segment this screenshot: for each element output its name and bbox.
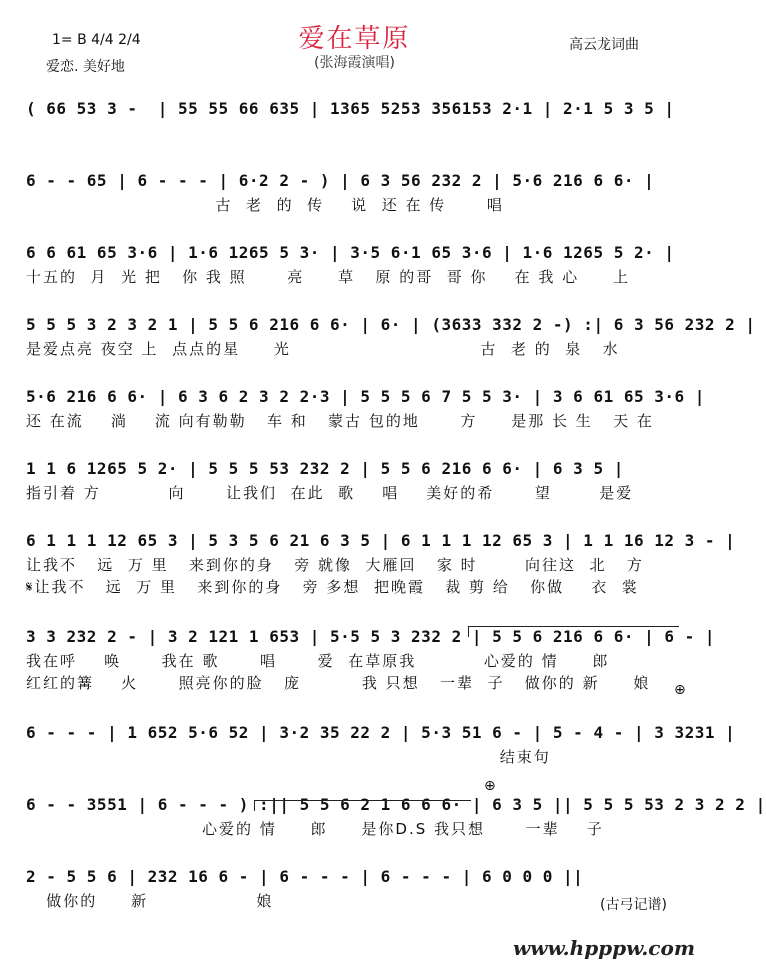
score-system-8 — [26, 624, 716, 720]
lyric-line-verse-2: 红红的篝 火 照亮你的脸 庞 我 只想 一辈 子 做你的 新 娘 — [26, 674, 651, 692]
author-credit: 高云龙词曲 — [569, 37, 639, 53]
score-system-5 — [26, 384, 705, 456]
coda-sign-icon: ⊕ — [484, 778, 496, 794]
notation-line: 5·6 216 6 6· | 6 3 6 2 3 2 2·3 | 5 5 5 6 7 5 5 3· | 3 6 61 65 3·6 | — [26, 387, 705, 406]
notation-line: 2 - 5 5 6 | 232 16 6 - | 6 - - - | 6 - - - | 6 0 0 0 || — [26, 867, 584, 886]
lyric-line: 十五的 月 光 把 你 我 照 亮 草 原 的哥 哥 你 在 我 心 上 — [26, 268, 630, 286]
transcriber-credit: (古弓记谱) — [600, 897, 667, 913]
notation-line: 6 - - 3551 | 6 - - - ) :|| 5 5 6 2 1 6 6 6· | 6 3 5 || 5 5 5 53 2 3 2 2 | — [26, 795, 766, 814]
lyric-line: 做你的 新 娘 — [26, 892, 274, 910]
lyric-line: 古 老 的 传 说 还 在 传 唱 — [26, 196, 504, 214]
volta-bracket — [254, 800, 471, 811]
score-system-1 — [26, 96, 686, 168]
score-system-11 — [26, 864, 686, 936]
lyric-line: 心爱的 情 郎 是你D.S 我只想 一辈 子 — [26, 820, 604, 838]
lyric-line: 指引着 方 向 让我们 在此 歌 唱 美好的希 望 是爱 — [26, 484, 634, 502]
lyric-line: 是爱点亮 夜空 上 点点的星 光 古 老 的 泉 水 — [26, 340, 620, 358]
volta-bracket — [468, 626, 679, 637]
expression-marking: 爱恋. 美好地 — [46, 59, 125, 75]
score-system-9 — [26, 720, 736, 792]
notation-line: 5 5 5 3 2 3 2 1 | 5 5 6 216 6 6· | 6· | (3633 332 2 -) :| 6 3 56 232 2 | — [26, 315, 756, 334]
score-system-4 — [26, 312, 756, 384]
page-title: 爱在草原 — [298, 24, 411, 54]
lyric-line: 还 在流 淌 流 向有勒勒 车 和 蒙古 包的地 方 是那 长 生 天 在 — [26, 412, 654, 430]
notation-line: 6 - - 65 | 6 - - - | 6·2 2 - ) | 6 3 56 232 2 | 5·6 216 6 6· | — [26, 171, 655, 190]
notation-line: ( 66 53 3 - | 55 55 66 635 | 1365 5253 356153 2·1 | 2·1 5 3 5 | — [26, 99, 675, 118]
notation-line: 3 3 232 2 - | 3 2 121 1 653 | 5·5 5 3 232 2 | 5 5 6 216 6 6· | 6 - | — [26, 627, 716, 646]
notation-line: 1 1 6 1265 5 2· | 5 5 5 53 232 2 | 5 5 6 216 6 6· | 6 3 5 | — [26, 459, 624, 478]
score-system-2 — [26, 168, 686, 240]
notation-line: 6 6 61 65 3·6 | 1·6 1265 5 3· | 3·5 6·1 65 3·6 | 1·6 1265 5 2· | — [26, 243, 675, 262]
lyric-line — [26, 122, 686, 144]
lyric-line: 我在呼 唤 我在 歌 唱 爱 在草原我 心爱的 情 郎 — [26, 652, 610, 670]
notation-line: 6 - - - | 1 652 5·6 52 | 3·2 35 22 2 | 5·3 51 6 - | 5 - 4 - | 3 3231 | — [26, 723, 736, 742]
score-system-3 — [26, 240, 686, 312]
score-system-6 — [26, 456, 686, 528]
notation-line: 6 1 1 1 12 65 3 | 5 3 5 6 21 6 3 5 | 6 1 1 1 12 65 3 | 1 1 16 12 3 - | — [26, 531, 736, 550]
performer-subtitle: (张海霞演唱) — [314, 55, 395, 71]
score-system-7 — [26, 528, 736, 624]
key-signature: 1= B 4/4 2/4 — [52, 32, 141, 48]
lyric-line: 让我不 远 万 里 来到你的身 旁 就像 大雁回 家 时 向往这 北 方 — [26, 556, 644, 574]
coda-sign-icon: ⊕ — [674, 682, 686, 698]
site-watermark: www.hpppw.com — [513, 936, 695, 960]
lyric-line-verse-2: 𝄋让我不 远 万 里 来到你的身 旁 多想 把晚霞 裁 剪 给 你做 衣 裳 — [26, 578, 639, 596]
lyric-line: 结束句 — [26, 748, 551, 766]
